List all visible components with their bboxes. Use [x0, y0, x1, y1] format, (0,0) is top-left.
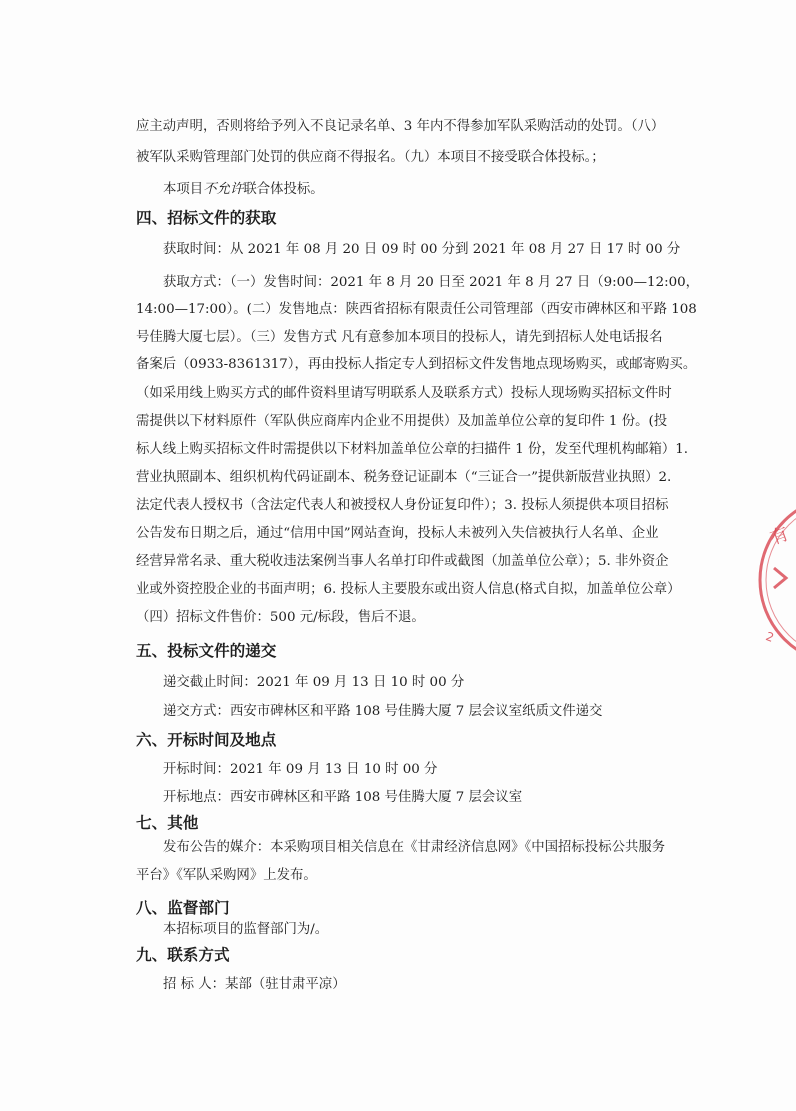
sec4-line-5: （如采用线上购买方式的邮件资料里请写明联系人及联系方式）投标人现场购买招标文件时 — [136, 386, 672, 401]
sec4-line-9: 法定代表人授权书（含法定代表人和被授权人身份证复印件）；3. 投标人须提供本项目招标 — [136, 498, 669, 513]
intro-line-3-italic: 不允许 — [203, 182, 244, 197]
sec4-line-6: 需提供以下材料原件（军队供应商库内企业不用提供）及加盖单位公章的复印件 1 份。(投 — [136, 414, 668, 429]
sec4-line-2: 14:00—17:00）。(二）发售地点：陕西省招标有限责任公司管理部（西安市碑林区和平路 108 — [136, 302, 697, 317]
heading-section-7: 七、其他 — [136, 814, 199, 832]
sec9-line-1: 招 标 人：某部（驻甘肃平凉） — [163, 977, 346, 992]
heading-section-9: 九、联系方式 — [136, 946, 230, 964]
heading-section-8: 八、监督部门 — [136, 899, 230, 917]
sec4-line-11: 经营异常名录、重大税收违法案例当事人名单打印件或截图（加盖单位公章）；5. 非外资企 — [136, 554, 669, 569]
sec6-time: 开标时间：2021 年 09 月 13 日 10 时 00 分 — [163, 762, 438, 777]
sec4-line-13: （四）招标文件售价：500 元/标段，售后不退。 — [136, 610, 425, 625]
seal-char-1: 有 — [767, 523, 792, 550]
intro-line-3-suffix: 联合体投标。 — [243, 182, 324, 197]
sec5-deadline: 递交截止时间：2021 年 09 月 13 日 10 时 00 分 — [163, 675, 465, 690]
sec4-line-10: 公告发布日期之后，通过“信用中国”网站查询，投标人未被列入失信被执行人名单、企业 — [136, 526, 659, 541]
sec4-line-3: 号佳腾大厦七层）。（三）发售方式 凡有意参加本项目的投标人，请先到招标人处电话报名 — [136, 330, 663, 345]
intro-line-2: 被军队采购管理部门处罚的供应商不得报名。（九）本项目不接受联合体投标。； — [136, 150, 605, 165]
intro-line-1: 应主动声明，否则将给予列入不良记录名单、3 年内不得参加军队采购活动的处罚。（八） — [136, 119, 665, 134]
intro-line-3-prefix: 本项目 — [163, 182, 204, 197]
sec4-line-8: 营业执照副本、组织机构代码证副本、税务登记证副本（“三证合一”提供新版营业执照）2. — [136, 470, 672, 485]
intro-line-3 — [163, 180, 324, 200]
heading-section-6: 六、开标时间及地点 — [136, 731, 277, 749]
sec4-line-7: 标人线上购买招标文件时需提供以下材料加盖单位公章的扫描件 1 份，发至代理机构邮箱）1. — [136, 442, 689, 457]
company-seal — [752, 490, 796, 670]
heading-section-4: 四、招标文件的获取 — [136, 209, 277, 227]
sec7-line-1: 发布公告的媒介：本采购项目相关信息在《甘肃经济信息网》《中国招标投标公共服务 — [163, 840, 666, 855]
sec4-line-1: 获取方式：（一）发售时间：2021 年 8 月 20 日至 2021 年 8 月 27 日（9:00—12:00， — [163, 275, 700, 290]
seal-ring-icon — [752, 490, 796, 670]
sec7-line-2: 平台》《军队采购网》上发布。 — [136, 868, 317, 883]
sec4-time: 获取时间：从 2021 年 08 月 20 日 09 时 00 分到 2021 年 08 月 27 日 17 时 00 分 — [163, 242, 681, 257]
sec8-line-1: 本招标项目的监督部门为/。 — [163, 922, 329, 937]
sec4-line-4: 备案后（0933-8361317），再由投标人指定专人到招标文件发售地点现场购买，或邮寄购买。 — [136, 357, 697, 372]
seal-char-2: 2 — [763, 629, 776, 645]
sec4-line-12: 业或外资控股企业的书面声明；6. 投标人主要股东或出资人信息(格式自拟，加盖单位公章） — [136, 582, 681, 597]
sec5-method: 递交方式：西安市碑林区和平路 108 号佳腾大厦 7 层会议室纸质文件递交 — [163, 704, 603, 719]
heading-section-5: 五、投标文件的递交 — [136, 642, 277, 660]
sec6-place: 开标地点：西安市碑林区和平路 108 号佳腾大厦 7 层会议室 — [163, 790, 523, 805]
